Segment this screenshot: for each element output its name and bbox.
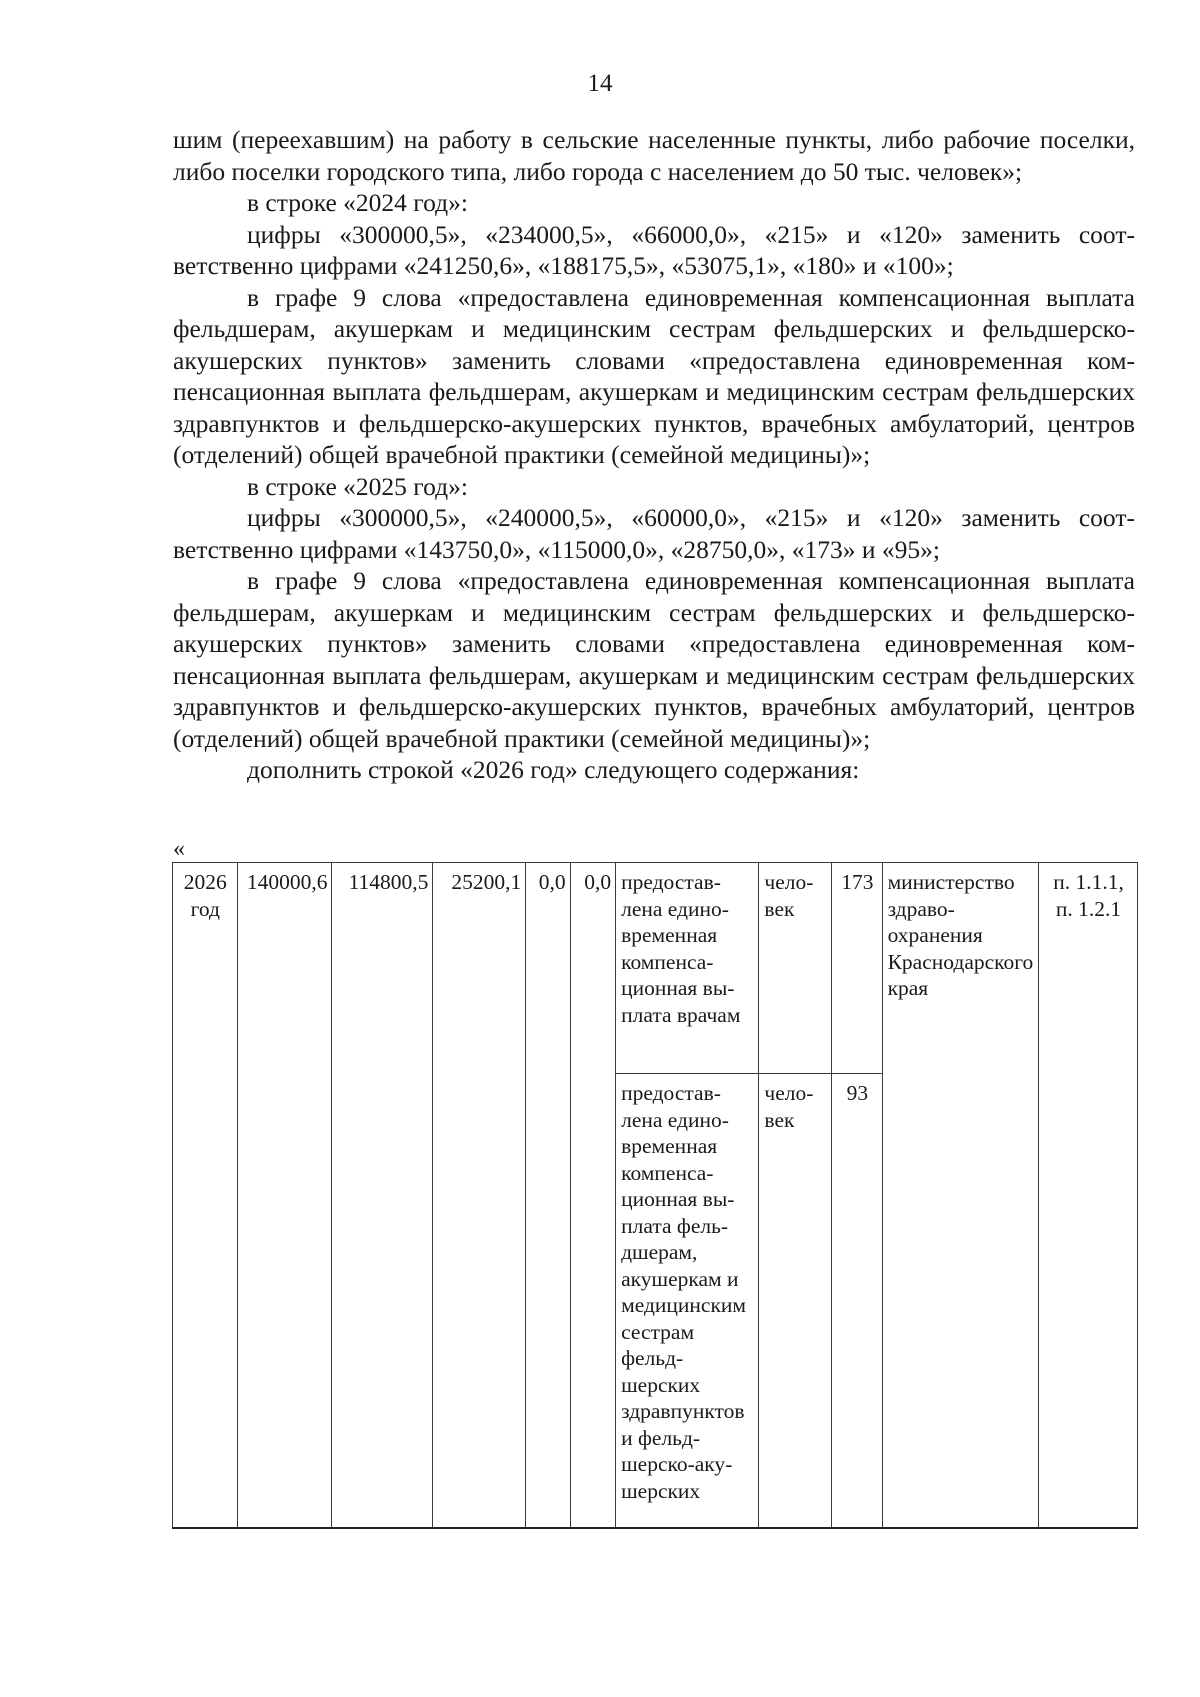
table-row <box>173 863 1138 1074</box>
total-amount-cell: 140000,6 <box>237 863 332 1529</box>
regional-amount-cell: 25200,1 <box>433 863 526 1529</box>
paragraph: цифры «300000,5», «240000,5», «60000,0», «215» и «120» заменить соответственно цифрами «143750,0», «115000,0», «28750,0», «173» и «95»; <box>173 503 1135 564</box>
unit-cell: человек <box>759 863 832 1074</box>
opening-quote-mark: « <box>173 836 185 862</box>
paragraph: дополнить строкой «2026 год» следующего содержания: <box>247 755 860 784</box>
value-cell: 173 <box>832 863 882 1074</box>
result-description-cell: предоставлена единовременная компенсационная выплата врачам <box>616 863 759 1074</box>
budget-amount-cell: 114800,5 <box>332 863 433 1529</box>
value-cell: 93 <box>832 1074 882 1529</box>
local-amount-cell: 0,0 <box>526 863 570 1529</box>
other-amount-cell: 0,0 <box>570 863 615 1529</box>
amendment-table <box>172 862 1138 1529</box>
paragraph: в графе 9 слова «предоставлена единовременная компенсационная выплата фельдшерам, акушеркам и медицинским сестрам фельдшерских и фельдшерско-акушерских пунктов» заменить словами «предоставлена единовременная компенсационная выплата фельдшерам, акушеркам и медицинским сестрам фельдшерских здравпунктов и фельдшерско-акушерских пунктов, врачебных амбулаторий, центров (отделений) общей врачебной практики (семейной медицины)»; <box>173 566 1135 753</box>
year-cell: 2026 год <box>173 863 238 1529</box>
responsible-body-cell: министерство здравоохранения Краснодарского края <box>882 863 1038 1529</box>
paragraph: цифры «300000,5», «234000,5», «66000,0», «215» и «120» заменить соответственно цифрами «241250,6», «188175,5», «53075,1», «180» и «100»; <box>173 219 1135 280</box>
paragraph: в строке «2025 год»: <box>247 471 468 501</box>
paragraph: в строке «2024 год»: <box>247 188 468 217</box>
paragraph: шим (переехавшим) на работу в сельские населенные пункты, либо рабочие поселки, либо поселки городского типа, либо города с населением до 50 тыс. человек»; <box>173 125 1135 186</box>
unit-cell: человек <box>759 1074 832 1529</box>
document-body <box>173 124 1135 786</box>
paragraph: в графе 9 слова «предоставлена единовременная компенсационная выплата фельдшерам, акушеркам и медицинским сестрам фельдшерских и фельдшерско-акушерских пунктов» заменить словами «предоставлена единовременная компенсационная выплата фельдшерам, акушеркам и медицинским сестрам фельдшерских здравпунктов и фельдшерско-акушерских пунктов, врачебных амбулаторий, центров (отделений) общей врачебной практики (семейной медицины)»; <box>173 282 1135 469</box>
page-number: 14 <box>587 70 613 97</box>
result-description-cell: предоставлена единовременная компенсационная выплата фельдшерам, акушеркам и медицинским сестрам фельдшерских здравпунктов и фельдшерско-акушерских <box>616 1074 759 1529</box>
reference-cell: п. 1.1.1, п. 1.2.1 <box>1039 863 1138 1529</box>
